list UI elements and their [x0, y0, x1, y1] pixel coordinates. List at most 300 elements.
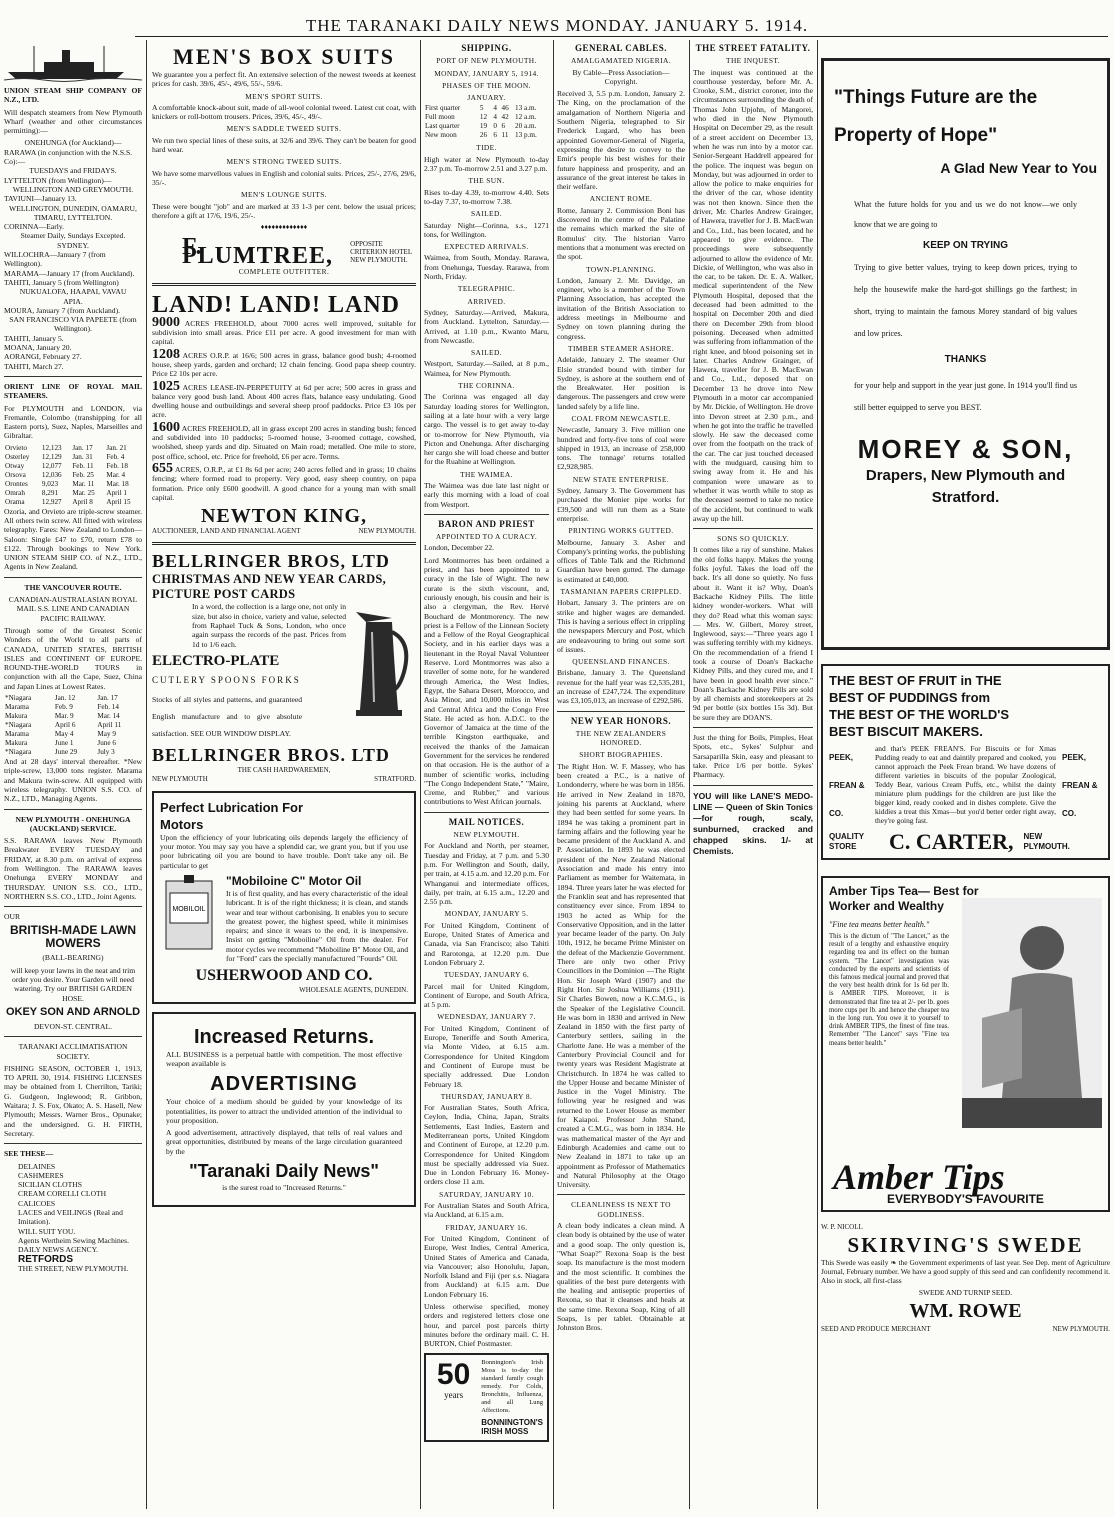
mowers-body: will keep your lawns in the neat and trim order you desire. Your Garden will need watering. Try our BRITISH GARDEN HOSE.: [10, 965, 136, 1003]
okey-heading: OKEY SON AND ARNOLD: [5, 1005, 141, 1018]
nsw-body: Sydney, January 3. The Government has purchased the Monier pipe works for £39,500 and will run them as a State enterprise.: [557, 486, 685, 523]
table-cell: Marama: [5, 730, 29, 739]
union-body: Will despatch steamers from New Plymouth Wharf (weather and other circumstances permitting):—: [4, 107, 142, 136]
table-cell: 19: [479, 122, 488, 131]
increased-footer: is the surest road to "Increased Returns.": [222, 1183, 346, 1192]
biographies-heading: SHORT BIOGRAPHIES.: [579, 750, 663, 760]
table-row: [4, 480, 142, 489]
mowers-sub: (BALL-BEARING): [42, 953, 104, 963]
friday-body: For United Kingdom, Continent of Europe, West Indies, Central America, United States of America and Canada, via Vancouver; also Honolulu, Japan, Norfolk Island and Fiji (per s.s. Niagara from Auckland) at 6.15 a.m. Due London February 16.: [424, 1233, 549, 1299]
table-cell: Otway: [5, 461, 25, 470]
rowe-row: [821, 1324, 1110, 1334]
union-line: CORINNA—Early.: [4, 222, 65, 232]
column-street-fatality: [693, 40, 813, 1509]
union-line: WELLINGTON, DUNEDIN, OAMARU, TIMARU, LYTTELTON.: [9, 203, 137, 222]
table-cell: 12,129: [41, 452, 62, 461]
town-heading: TOWN-PLANNING.: [586, 264, 656, 274]
strong-heading: MEN'S STRONG TWEED SUITS.: [226, 157, 342, 167]
sport-body: A comfortable knock-about suit, made of all-wool colonial tweed. Latest cut coat, with knickers or roll-bottom trousers. Prices, 39/6, 45/-, 49/-.: [152, 102, 416, 122]
plumtree-address: OPPOSITE CRITERION HOTEL NEW PLYMOUTH.: [350, 240, 412, 265]
column-display-ads: [821, 40, 1110, 1509]
table-row: [4, 489, 142, 498]
table-row: [4, 712, 142, 721]
phases-month: JANUARY.: [467, 93, 506, 103]
divider: [693, 727, 813, 728]
list-item: Agents Wertheim Sewing Machines.: [18, 1235, 130, 1245]
list-item: DELAINES: [18, 1161, 56, 1171]
lounge-heading: MEN'S LOUNGE SUITS.: [241, 190, 327, 200]
bellringer-text: [152, 602, 346, 745]
list-item: THE STREET, NEW PLYMOUTH.: [18, 1263, 129, 1273]
inquest-heading: THE INQUEST.: [726, 56, 780, 66]
union-line: SYDNEY.: [57, 240, 89, 250]
land-heading: LAND! LAND! LAND: [152, 291, 400, 318]
sun-body: Rises to-day 4.39, to-morrow 4.40. Sets to-day 7.37, to-morrow 7.38.: [424, 187, 549, 206]
coal-heading: COAL FROM NEWCASTLE.: [571, 413, 671, 423]
table-cell: Jan. 17: [97, 694, 118, 703]
curacy-heading: APPOINTED TO A CURACY.: [435, 532, 538, 542]
swede-heading: SKIRVING'S SWEDE: [847, 1233, 1084, 1257]
carter-row: [829, 829, 1102, 854]
masthead-rule: [135, 36, 1108, 37]
tasmania-body: Hobart, January 3. The printers are on strike and higher wages are demanded. This is having a serious effect in crippling the newspapers Mercury and Post, which are endeavouring to bring out some sort of issues.: [557, 598, 685, 654]
acreage: 1208: [152, 346, 180, 362]
union-line: TAVIUNI—January 13.: [4, 194, 77, 204]
print-body: Melbourne, January 3. Asher and Company's printing works, the publishing offices of Table Talk and the Richmond Guardian have been gutted. The damage is estimated at £40,000.: [557, 537, 685, 584]
timber-heading: TIMBER STEAMER ASHORE.: [568, 343, 674, 353]
mail-body: For Auckland and North, per steamer, Tuesday and Friday, at 7 p.m. and 5.30 p.m. For Wellington and South, daily, per train, at 4.15 a.m. and 12.20 p.m. For Whanganui and intermediate offices, daily, per train, at 6.15 a.m., 12.20 and 2.55 p.m.: [424, 841, 549, 907]
cleanliness-heading: CLEANLINESS IS NEXT TO GODLINESS.: [571, 1200, 671, 1219]
table-cell: Orama: [5, 497, 25, 506]
nigeria-body: Received 3, 5.5 p.m. London, January 2. The King, on the proclamation of the amalgamation of Northern Nigeria and Southern Nigeria, telegraphed to Sir Frederick Lugard, who has been appointed Governor-General of Nigeria, expressing the desire to convey to the Emir's people his best wishes for their future happiness and prosperity, and an assurance of the great interest he takes in their welfare.: [557, 89, 685, 192]
table-cell: June 29: [54, 748, 78, 757]
lane-ad: YOU will like LANE'S MEDO-LINE — Queen of Skin Tonics—for rough, scaly, sunburned, cracked and chapped skins. 1/- at Chemists.: [693, 790, 813, 856]
coal-body: Newcastle, January 3. Five million one hundred and forty-five tons of coal were shipped in 1913, an increase of 258,000 tons. The tonnage' returns totalled £2,928,985.: [557, 425, 685, 472]
nsw-heading: NEW STATE ENTERPRISE.: [572, 474, 670, 484]
table-cell: 42: [501, 113, 509, 122]
table-cell: Osterley: [5, 452, 30, 461]
mobiloine-heading: "Mobiloine C" Motor Oil: [226, 873, 362, 888]
cables-heading: GENERAL CABLES.: [574, 43, 668, 53]
column-shipping-news: [424, 40, 549, 1509]
table-cell: First quarter: [425, 104, 461, 113]
masthead: THE TARANAKI DAILY NEWS MONDAY. JANUARY 5. 1914.: [305, 16, 809, 35]
rome-heading: ANCIENT ROME.: [589, 194, 653, 204]
sons-body: It comes like a ray of sunshine. Makes the old folks happy. Makes the young folks joyful. Takes the load off the back. It's all done so quietly. No fuss about it. Want it is? Why, Doan's Backache Kidney Pills. The little kidney wonder-workers. What will they do? Read what this woman says:— Mrs. W. Gilbert, Morey street, Inglewood, says:—"Three years ago I was suffering terribly with my kidneys. On the recommendation of a friend I took a course of Doan's Backache Kidney Pills, and they cured me, and I have been in good health ever since." Doan's Backache Kidney Pills are sold by all chemists and storekeepers at 2s 9d per bottle (six bottles 15s 3d). But be sure they are DOAN'S.: [693, 545, 813, 722]
vancouver-heading: THE VANCOUVER ROUTE.: [24, 582, 122, 592]
column-rule: [689, 40, 690, 1509]
saturday-body: For Australian States and South Africa, via Auckland, at 6.15 a.m.: [424, 1201, 549, 1220]
street-fatality-heading: THE STREET FATALITY.: [695, 43, 811, 53]
taranaki-daily-news-heading: "Taranaki Daily News": [189, 1161, 379, 1181]
table-cell: 12,123: [41, 443, 62, 452]
rowe-town: NEW PLYMOUTH.: [1052, 1325, 1110, 1333]
list-item: [152, 314, 416, 347]
table-cell: *Niagara: [5, 721, 32, 730]
divider: [152, 283, 416, 286]
column-cables: [557, 40, 685, 1509]
table-cell: Makura: [5, 739, 28, 748]
carter-name: C. CARTER,: [889, 829, 1014, 854]
amber-tips-ad: [821, 876, 1110, 1212]
moon-phases-table: [424, 104, 549, 140]
bellringer-body: [152, 602, 416, 745]
see-list: [4, 1162, 142, 1274]
list-item: [152, 460, 416, 502]
divider: [4, 1036, 142, 1037]
union-line: AORANGI, February 27.: [4, 352, 82, 362]
waimea-body: The Waimea was due late last night or early this morning with a load of coal from Westport.: [424, 480, 549, 509]
onehunga-heading: NEW PLYMOUTH - ONEHUNGA (AUCKLAND) SERVICE.: [15, 814, 131, 833]
nigeria-heading: AMALGAMATED NIGERIA.: [571, 56, 671, 66]
list-item: [152, 346, 416, 379]
phases-heading: PHASES OF THE MOON.: [442, 80, 531, 90]
mobiloine-text: [226, 873, 408, 966]
column-rule: [420, 40, 421, 1509]
union-line: NUKUALOFA, HAAPAI, VAVAU: [19, 287, 127, 297]
newton-town: NEW PLYMOUTH.: [358, 527, 416, 536]
sport-heading: MEN'S SPORT SUITS.: [245, 91, 323, 101]
sailed-heading: SAILED.: [471, 209, 502, 219]
divider: [693, 785, 813, 786]
swede-ad: [821, 1222, 1110, 1334]
table-cell: Orvieto: [5, 443, 27, 452]
jug-illustration: [346, 602, 416, 722]
vancouver-sub: CANADIAN-AUSTRALASIAN ROYAL MAIL S.S. LINE AND CANADIAN PACIFIC RAILWAY.: [8, 595, 138, 623]
divider: [693, 528, 813, 529]
expected-heading: EXPECTED ARRIVALS.: [444, 242, 529, 252]
table-cell: 6: [501, 122, 506, 131]
table-cell: Jan. 21: [106, 443, 127, 452]
land-listings: [152, 314, 416, 502]
xmas-body: In a word, the collection is a large one, not only in size, but also in choice, variety and value, selected from Raphael Tuck & Sons, London, who once again surpass the records of the past. Prices from 1d to 1/6 each.: [192, 602, 346, 649]
table-cell: Jan. 17: [72, 443, 93, 452]
orient-heading: ORIENT LINE OF ROYAL MAIL STEAMERS.: [4, 381, 142, 401]
divider: [557, 711, 685, 712]
honors-heading: NEW YEAR HONORS.: [570, 715, 672, 726]
table-cell: 4: [493, 113, 497, 122]
keep-trying: KEEP ON TRYING: [922, 240, 1008, 251]
table-cell: 12,036: [41, 470, 62, 479]
steamship-illustration: [4, 42, 142, 82]
morey-body: What the future holds for you and us we do not know—we only know that we are going to: [854, 200, 1077, 229]
sun-heading: THE SUN.: [468, 176, 505, 186]
plumtree-sub: COMPLETE OUTFITTER.: [238, 267, 330, 277]
expected-body: Waimea, from South, Monday. Rarawa, from Onehunga, Tuesday. Rarawa, from North, Friday.: [424, 253, 549, 282]
column-retail-ads: [152, 40, 416, 1509]
amber-brand: Amber Tips: [833, 1157, 1005, 1197]
telegraphic-heading: TELEGRAPHIC.: [457, 284, 516, 294]
increased-body: ALL BUSINESS is a perpetual battle with competition. The most effective weapon available is: [166, 1049, 402, 1068]
table-row: [4, 730, 142, 739]
table-row: [4, 453, 142, 462]
newton-row: [152, 527, 416, 536]
arrived-body: Sydney, Saturday.—Arrived, Makura, from Auckland. Lyttelton, Saturday.—Arrived, at 1.10 p.m., Kwanto Maru, from Newcastle.: [424, 307, 549, 345]
table-cell: 11: [501, 131, 509, 140]
moss-text: Bonnington's Irish Moss is to-day the standard family cough remedy. For Colds, Bronchitis, Influenza, and all Lung Affections.: [481, 1358, 543, 1414]
peek-left: PEEK, FREAN & CO.: [829, 753, 865, 818]
strong-body: We have some marvellous values in English and colonial suits. Prices, 25/-, 27/6, 29/6, 35/-.: [152, 168, 416, 187]
newton-sub: AUCTIONEER, LAND AND FINANCIAL AGENT: [152, 527, 301, 536]
table-row: [4, 462, 142, 471]
table-row: [4, 471, 142, 480]
bellringer-towns: [152, 775, 416, 784]
morey-greeting: A Glad New Year to You: [940, 160, 1097, 176]
waimea-heading: THE WAIMEA.: [460, 469, 513, 479]
morey-sub: Drapers, New Plymouth and Stratford.: [865, 467, 1066, 506]
lubrication-heading: Perfect Lubrication For Motors: [160, 799, 304, 832]
tea-worker-illustration: [962, 898, 1102, 1128]
table-cell: 8,291: [41, 488, 59, 497]
orient-body: For PLYMOUTH and LONDON, via Fremantle, Colombo (transhipping for all Eastern ports), Suez, Naples, Marseilles and Gibraltar.: [4, 403, 142, 441]
morey-quote: "Things Future are the Property of Hope": [834, 87, 1038, 146]
acreage: 1600: [152, 419, 180, 435]
irish-moss-ad: [424, 1353, 549, 1443]
acreage: 1025: [152, 378, 180, 394]
table-cell: 4: [493, 104, 497, 113]
amber-footer: EVERYBODY'S FAVOURITE: [887, 1192, 1044, 1206]
rome-body: Rome, January 2. Commission Boni has discovered in the centre of the Palatine the remains which marked the site of Romulus' city. The historian Varro mentions that a monument was erected on the spot.: [557, 205, 685, 262]
table-row: [4, 703, 142, 712]
tide-heading: TIDE.: [476, 143, 497, 153]
peek-right: PEEK, FREAN & CO.: [1062, 753, 1098, 818]
morey-name: MOREY & SON,: [857, 434, 1074, 464]
corinna-body: The Corinna was engaged all day Saturday loading stores for Wellington, sailing at a late hour with a very large cargo. The vessel is to get away to-day or to-morrow for New Plymouth, via Picton and Onehunga. After discharging her cargo she will load cheese and butter for the Ruahine at Wellington.: [424, 392, 549, 467]
orient-table: [4, 444, 142, 507]
list-item: CREAM CORELLI CLOTH: [18, 1189, 107, 1199]
curacy-body: Lord Montmorres has been ordained a priest, and has been appointed to a curacy in the Isle of Wight. The new curate is the sixth viscount, and, curiously enough, his cousin and heir is also a clergyman, the Rev. Hervé Bouchard de Montmorency. The new priest is a Fellow of the Linnean Society and a Fellow of the Royal Geographical Society, and in his earlier days was a lieutenant in the Royal Naval Volunteer Reserve. Lord Montmorres was also a traveller of some note, for he wandered through America, the West Indies, Egypt, the Sahara Desert, Morocco, and Asia Minor, and 10,000 miles in West and Central Africa and the Congo Free State. He acted as hon. A.D.C. to the Governor of Jamaica at the time of the terrible Kingston earthquake, and received the thanks of the Jamaican Government for the services he rendered on that occasion. He is the author of a number of scientific works, including "The Congo Independent State," "Maire, Creme, and Rubber," and various contributions to West African journals.: [424, 555, 549, 807]
lubrication-body: Upon the efficiency of your lubricating oils depends largely the efficiency of your motor. You may say you have a splendid car, we grant you, but if you use poor lubricating oil you are bound to have trouble. Don't take any oil. Be particular to get: [160, 832, 408, 870]
table-cell: 0: [493, 122, 497, 131]
divider: [4, 1143, 142, 1144]
tuesday-body: Parcel mail for United Kingdom, Continent of Europe, and South Africa, at 5 p.m.: [424, 981, 549, 1010]
table-cell: 13 p.m.: [515, 131, 537, 140]
listing-text: ACRES, O.R.P., at £1 8s 6d per acre; 240 acres felled and in grass; 10 chains fencing; where formed road to property. Very good, easy sheep country, on papa formation. Price only £600 goodwill. A good chance for a young man with small capital.: [152, 464, 416, 502]
listing-text: ACRES LEASE-IN-PERPETUITY at 6d per acre; 500 acres in grass and balance very good bush land. About 400 acres flats, balance easy undulating. Good dwelling house and outbuildings and several sheep proof paddocks. Price £3 10s per acre.: [152, 382, 416, 420]
acreage: 9000: [152, 314, 180, 330]
table-row: [4, 444, 142, 453]
monday-heading: MONDAY, JANUARY 5.: [444, 909, 529, 919]
table-cell: Mar. 11: [72, 479, 95, 488]
okey-sub: DEVON-ST. CENTRAL.: [33, 1021, 113, 1031]
port-date: MONDAY, JANUARY 5, 1914.: [434, 68, 539, 78]
ornament-rule: ♦♦♦♦♦♦♦♦♦♦♦♦♦: [260, 223, 308, 232]
table-cell: May 9: [97, 730, 116, 739]
column-rule: [817, 40, 818, 1509]
list-item: WILL SUIT YOU.: [18, 1226, 76, 1236]
table-cell: April 1: [106, 488, 127, 497]
moss-years-number: 50: [436, 1357, 471, 1391]
union-line: TAHITI, January 5.: [4, 333, 64, 343]
table-cell: Mar. 18: [106, 479, 129, 488]
shipping-heading: SHIPPING.: [461, 43, 512, 53]
column-shipping-ads: [4, 40, 142, 1509]
newton-heading: NEWTON KING,: [200, 505, 368, 528]
table-cell: *Niagara: [5, 748, 32, 757]
divider: [4, 809, 142, 810]
rowe-heading: WM. ROWE: [909, 1300, 1022, 1322]
list-item: CASHMERES: [18, 1170, 64, 1180]
advertising-heading: ADVERTISING: [210, 1073, 358, 1096]
moss-brand: BONNINGTON'S: [481, 1417, 543, 1427]
corinna-heading: THE CORINNA.: [458, 381, 515, 391]
table-cell: 20 a.m.: [515, 122, 537, 131]
accl-body: FISHING SEASON, OCTOBER 1, 1913, TO APRIL 30, 1914. FISHING LICENSES may be obtained from I. Cherrilton, Tariki; G. Gudgeon, Inglewood; R. Gribbon, Waitara; J. S. Fox, Okato; A. S. Hasell, New Plymouth; Messrs. Warner Bros., Opunake; and the undersigned. G. H. FIRTH, Secretary.: [4, 1063, 142, 1138]
divider: [424, 812, 549, 813]
table-cell: Feb. 18: [106, 461, 128, 470]
morey-ad: [821, 58, 1110, 650]
amber-quote: "Fine tea means better health.": [829, 920, 930, 929]
vancouver-body: Through some of the Greatest Scenic Wonders of the World to all parts of CANADA, UNITED STATES, BRITISH ISLES and CONTINENT OF EUROPE. ROUND-THE-WORLD TOURS in conjunction with all the Cape, Suez, China and Japan Lines at Lowest Rates.: [4, 625, 142, 691]
union-line: WILLOCHRA—January 7 (from Wellington).: [4, 250, 106, 269]
table-cell: April 11: [97, 721, 122, 730]
stocks-body: Stocks of all styles and patterns, and guaranteed English manufacture and to give absolute satisfaction. SEE OUR WINDOW DISPLAY.: [152, 695, 302, 739]
monday-body: For United Kingdom, Continent of Europe, United States of America and Canada, via San Francisco; also Tahiti and Rarotonga, at 12.20 p.m. Due London February 2.: [424, 920, 549, 967]
column-rule: [553, 40, 554, 1509]
bellringer-heading: BELLRINGER BROS, LTD: [152, 551, 390, 572]
sailed-body: Saturday Night—Corinna, s.s., 1271 tons, for Wellington.: [424, 220, 549, 239]
union-line: WELLINGTON AND GREYMOUTH.: [12, 184, 134, 194]
arrived-heading: ARRIVED.: [467, 296, 506, 306]
bellringer-footer-sub: THE CASH HARDWAREMEN,: [237, 766, 331, 775]
table-cell: New moon: [425, 131, 457, 140]
mobiloine-block: [160, 873, 408, 966]
list-item: RETFORDS: [18, 1253, 73, 1265]
amber-body: This is the dictum of "The Lancet," as the result of a lengthy and exhaustive enquiry regarding tea and its effect on the human system. "The Lancet" investigation was conducted by the experts and scientists of this famous medical journal and proved that the very best health drink for 1s 6d per lb. is AMBER TIPS. Moreover, it is demonstrated that fine tea at 2/- per lb. goes more cups per lb. and hence the cheaper tea in the long run. You owe it to yourself to drink AMBER TIPS, the finest of fine teas. Remember "The Lancet" says "Fine tea means better health.": [829, 933, 949, 1047]
xmas-heading: CHRISTMAS AND NEW YEAR CARDS, PICTURE POST CARDS: [152, 572, 387, 602]
usherwood-sub: WHOLESALE AGENTS, DUNEDIN.: [299, 986, 408, 995]
table-row: [424, 113, 549, 122]
list-item: SICILIAN CLOTHS: [18, 1180, 82, 1190]
mowers-pre: OUR: [4, 912, 21, 922]
mail-footer: Unless otherwise specified, money orders and registered letters close one hour, and parcel post parcels thirty minutes before the ordinary mail. C. H. BURTON, Chief Postmaster.: [424, 1302, 549, 1349]
divider: [4, 577, 142, 578]
bellringer-town-left: NEW PLYMOUTH: [152, 775, 208, 784]
suits-intro: We guarantee you a perfect fit. An extensive selection of the newest tweeds at keenest prices for cash. 39/6, 45/-, 49/6, 55/-, 59/6.: [152, 70, 416, 89]
listing-text: ACRES FREEHOLD, about 7000 acres well improved, suitable for subdivision into small areas. Price £11 per acre. A good investment for man with capital.: [152, 318, 416, 347]
table-cell: 12,927: [41, 497, 62, 506]
print-heading: PRINTING WORKS GUTTED.: [568, 526, 674, 536]
usherwood-heading: USHERWOOD AND CO.: [195, 967, 373, 985]
listing-text: ACRES FREEHOLD, all in grass except 200 acres in standing bush; fenced and subdivided into 10 paddocks; 5-roomed house, 3-roomed cottage, cowshed, woolshed, sheep yards and dip. Situated on Main road; metalled. One mile to store, post office, school, etc. Price for freehold, £6 per acre. Terms.: [152, 423, 416, 461]
onehunga-body: S.S. RARAWA leaves New Plymouth Breakwater EVERY TUESDAY and FRIDAY, at 8.30 p.m. on arrival of express from Wellington. The RARAWA leaves Onehunga EVERY MONDAY and THURSDAY. UNION S.S. CO., LTD., NORTHERN S.S. CO., LTD., Joint Agents.: [4, 836, 142, 901]
table-cell: Feb. 4: [106, 452, 125, 461]
moss-years-word: years: [444, 1389, 464, 1400]
plumtree-row: [152, 234, 416, 270]
plumtree-name: F. PLUMTREE,: [182, 234, 334, 270]
baron-heading: BARON AND PRIEST: [438, 518, 535, 529]
table-row: [4, 748, 142, 757]
increased-body-3: A good advertisement, attractively displayed, that tells of real values and great opportunities, distributed by means of the large circulation guaranteed by the: [166, 1128, 402, 1156]
tuesday-heading: TUESDAY, JANUARY 6.: [443, 970, 530, 980]
table-cell: Full moon: [425, 113, 455, 122]
sailed2-body: Westport, Saturday.—Sailed, at 8 p.m., Waimea, for New Plymouth.: [424, 359, 549, 378]
table-row: [4, 694, 142, 703]
tin-label: MOBILOIL: [172, 905, 206, 913]
table-cell: Mar. 4: [106, 470, 126, 479]
timber-body: Adelaide, January 2. The steamer Our Elsie stranded bound with timber for Sydney, is ashore at the southern end of the Breakwater. Her position is dangerous. The passengers and crew were landed safely by a life line.: [557, 355, 685, 411]
table-row: [424, 104, 549, 113]
mail-heading: MAIL NOTICES.: [448, 816, 525, 827]
union-lines: [4, 138, 142, 370]
table-row: [4, 739, 142, 748]
mail-sub: NEW PLYMOUTH.: [453, 830, 520, 840]
honored-heading: THE NEW ZEALANDERS HONORED.: [575, 728, 667, 748]
swede-agent: W. P. NICOLL: [821, 1223, 863, 1231]
swede-seed: SWEDE AND TURNIP SEED.: [918, 1288, 1013, 1297]
peek-body: and that's PEEK FREAN'S. For Biscuits or for Xmas Pudding ready to eat and daintily prepared and cooked, you cannot approach the Peek Frean brand. We have dozens of different varieties in biscuits of the popular Zoological, Teddy Bear, various Cream Puffs, etc., whilst the dainty miniature plum puddings for the children are just like the bigger kind, ready cooked and in dishes complete. Give the kiddies a treat this Xmas—but you'd better order right away, they're going fast.: [875, 744, 1056, 825]
table-cell: Jan. 31: [72, 452, 93, 461]
table-row: [4, 498, 142, 507]
wednesday-body: For United Kingdom, Continent of Europe, Teneriffe and South America, via Monte Video, at 6.15 a.m. Correspondence for United Kingdom and Continent of Europe must be specially addressed. Due London February 18.: [424, 1023, 549, 1089]
sailed2-heading: SAILED.: [471, 348, 502, 358]
table-cell: Mar. 14: [97, 712, 120, 721]
acreage: 655: [152, 460, 173, 476]
accl-heading: TARANAKI ACCLIMATISATION SOCIETY.: [18, 1042, 128, 1061]
lounge-body: These were bought "job" and are marked at 33 1-3 per cent. below the usual prices; therefore a gift at 17/6, 19/6, 25/-.: [152, 201, 416, 220]
lubrication-ad: [152, 791, 416, 1004]
table-cell: Feb. 11: [72, 461, 94, 470]
port-heading: PORT OF NEW PLYMOUTH.: [436, 56, 537, 66]
oil-tin-illustration: [160, 873, 220, 953]
swede-body: This Swede was easily ❧ the Government experiments of last year. See Dep. ment of Agriculture Journal, February number. We have a good supply of this seed and can confidently recommend it. Also in stock, all first-class: [821, 1258, 1110, 1285]
table-cell: 9,023: [41, 479, 59, 488]
table-row: [424, 131, 549, 140]
list-item: [152, 419, 416, 461]
friday-heading: FRIDAY, JANUARY 16.: [445, 1222, 528, 1232]
moss-badge: [430, 1359, 477, 1437]
saddle-body: We run two special lines of these suits, at 32/6 and 39/6. They can't be beaten for good hard wear.: [152, 135, 416, 155]
cleanliness-body: A clean body indicates a clean mind. A clean body is obtained by the use of water and a good soap. The only question is, "What Soap?" Rexona Soap is the best soap. Its manufacture is the most modern and the most scientific. It combines the qualities of the best pure detergents with the healing and antiseptic properties of Rexona, so that it cleanses and heals at the same time. Rexona Soap, King of all Soaps, 1s per tablet. Obtainable at Johnston Bros.: [557, 1221, 685, 1333]
orient-notes: Ozoria, and Orvieto are triple-screw steamer. All others twin screw. All fitted with wireless telegraphy. Fares: New Zealand to London—Saloon: Single £47 to £70, return £78 to £122. Through bookings to New York. UNION STEAM SHIP CO. of N.Z., LTD., Agents in New Zealand.: [4, 506, 142, 572]
cutlery-line: CUTLERY SPOONS FORKS: [152, 674, 301, 685]
curacy-dateline: London, December 22.: [424, 543, 495, 553]
vancouver-notes: And at 28 days' interval thereafter. *New triple-screw, 13,000 tons register. Marama and Makura twin-screw. All equipped with wireless telegraphy. UNION S.S. CO. of N.Z., LTD., Managing Agents.: [4, 757, 142, 804]
table-cell: Mar. 25: [72, 488, 95, 497]
table-cell: Jan. 12: [54, 694, 76, 703]
moss-brand-2: IRISH MOSS: [481, 1426, 529, 1436]
list-item: LACES and VEILINGS (Real and Imitation).: [18, 1208, 123, 1227]
divider: [424, 514, 549, 515]
fruit-heading: THE BEST OF FRUIT in THE BEST OF PUDDINGS from THE BEST OF THE WORLD'S BEST BISCUIT MAKERS.: [829, 673, 1010, 739]
inquest-body: The inquest was continued at the courthouse yesterday, before Mr. A. Crooke, S.M., district coroner, into the circumstances surrounding the death of Thomas John Upjohn, of Mangorei, who died in the New Plymouth Hospital on December 29, as the result of a street accident on December 13, when he was run into by a motor car. Senior-Sergeant Haddrell appeared for the police. The inquest was begun on Monday, but was adjourned in order to allow the police to make enquiries for the driver of the car, whose identity was not then known. Since then the driver, Mr. Charles Andrew Grainger, of Hawera, traveller for J. B. MacEwan and Co., Ltd., has been located, and he appeared to give evidence. The proceedings were subsequently adjourned to allow the evidence of Mr. Dickie, of Wellington, who was also in the car, to be taken. Dr. E. A. Walker, medical superintendent of the New Plymouth Hospital, deposed that the deceased had been admitted to the hospital on December 20th and died there on December 29th from blood poisoning. Deceased when admitted was suffering from inflammation of the right knee, and blood poisoning set in later. Charles Andrew Grainger, of Hawera, traveller for J. B. MacEwan and Co., Ltd., deposed that on December 13 he drove into New Plymouth in a motor car accompanied by Mr. Dickie, of Wellington. He drove into Devon street at 2.30 p.m., and when he got into the traffic he travelled slowly. He saw the deceased come over from the footpath on the track of the car. The car just touched deceased with the mudguard, causing him to swing away from it. He and his companion were unaware as to whether it was worth while to stop as the deceased seemed to take no notice of the accident, but continued to walk away up the hill.: [693, 67, 813, 523]
table-cell: 46: [501, 104, 509, 113]
table-row: [424, 122, 549, 131]
moss-text-block: [481, 1359, 543, 1437]
table-cell: 6: [493, 131, 497, 140]
list-item: DAILY NEWS AGENCY.: [18, 1245, 99, 1255]
list-item: [152, 378, 416, 420]
saturday-heading: SATURDAY, JANUARY 10.: [439, 1189, 534, 1199]
table-cell: Orsova: [5, 470, 26, 479]
morey-body-2: Trying to give better values, trying to keep down prices, trying to help the housewife make the hard-got shillings go the farthest; in short, trying to maintain the famous Morey standard of big values and low prices.: [854, 263, 1077, 338]
thursday-heading: THURSDAY, JANUARY 8.: [440, 1091, 533, 1101]
table-cell: Marama: [5, 703, 29, 712]
morey-body-3: for your help and support in the year just gone. In 1914 you'll find us still better equipped to serve you BEST.: [854, 381, 1077, 412]
table-cell: May 4: [54, 730, 74, 739]
bellringer-footer: BELLRINGER BROS. LTD: [152, 745, 390, 766]
union-line: SAN FRANCISCO VIA PAPEETE (from Wellington).: [9, 315, 137, 334]
table-cell: 12: [479, 113, 488, 122]
table-cell: Feb. 9: [54, 703, 73, 712]
electro-heading: ELECTRO-PLATE: [152, 652, 280, 669]
union-line: ONEHUNGA (for Auckland)—: [24, 138, 122, 148]
suits-heading: MEN'S BOX SUITS: [173, 44, 395, 69]
sons-heading: SONS SO QUICKLY.: [717, 534, 789, 544]
wednesday-heading: WEDNESDAY, JANUARY 7.: [437, 1012, 536, 1022]
town-body: London, January 2. Mr. Davidge, an engineer, who is a member of the Town Planning Association, has accepted the invitation of the British Association to address meetings in Melbourne and Sydney on town planning during the congress.: [557, 275, 685, 341]
vancouver-table: [4, 694, 142, 757]
